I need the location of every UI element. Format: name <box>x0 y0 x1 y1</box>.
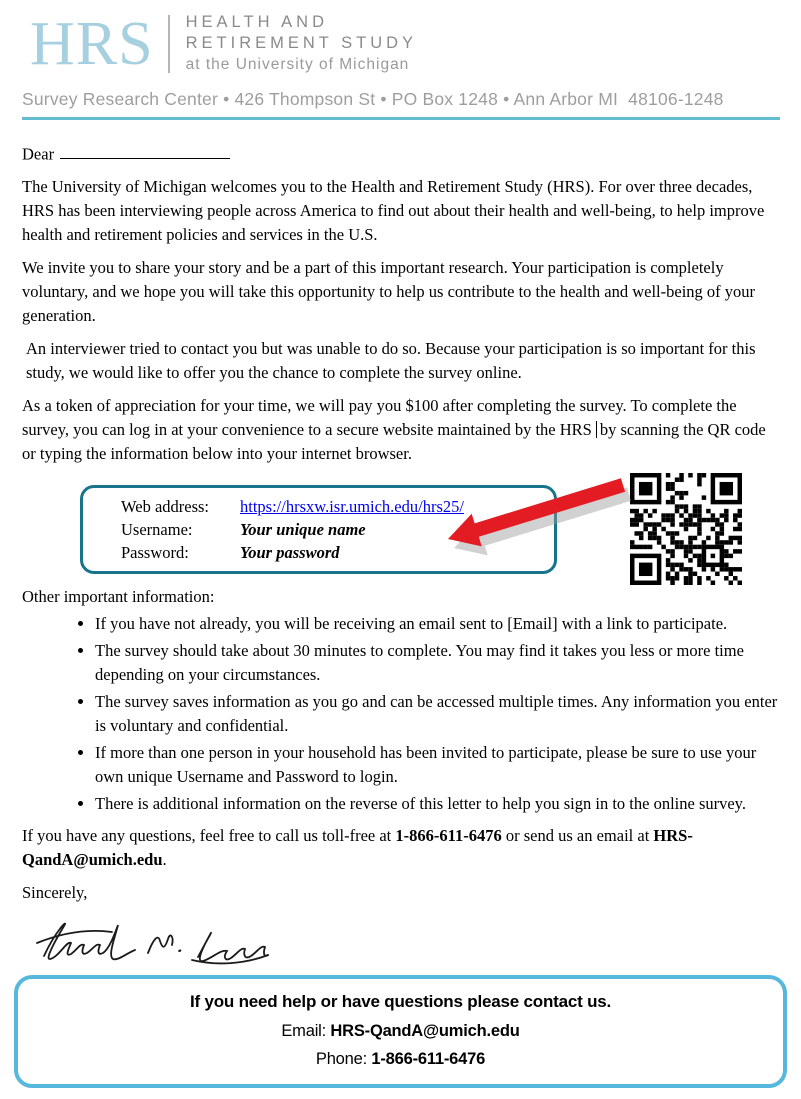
return-address: Survey Research Center • 426 Thompson St • PO Box 1248 • Ann Arbor MI 48106-1248 <box>22 89 724 109</box>
list-item: • If more than one person in your household has been invited to participate, please be sure to use your own unique Username and Password to login. <box>95 741 780 789</box>
list-item: • The survey saves information as you go and can be accessed multiple times. Any information you enter is voluntary and confidential. <box>95 690 780 738</box>
letterhead <box>0 0 801 120</box>
list-item: • The survey should take about 30 minutes to complete. You may find it takes you less or more time depending on your circumstances. <box>95 639 780 687</box>
toll-free-phone: 1-866-611-6476 <box>395 826 502 846</box>
org-name-line2: RETIREMENT STUDY <box>185 34 418 52</box>
list-item: • If you have not already, you will be receiving an email sent to [Email] with a link to participate. <box>95 612 780 636</box>
questions-text-mid: or send us an email at <box>501 826 654 846</box>
qr-code <box>630 473 742 585</box>
closing-sincerely: Sincerely, <box>22 883 88 903</box>
paragraph-interviewer: An interviewer tried to contact you but was unable to do so. Because your participation is so important for this study, we would like to offer you the chance to complete the survey online. <box>26 339 756 383</box>
questions-text-post: . <box>162 850 167 870</box>
paragraph-token-part2: by scanning the QR code or typing the information below into your internet browser. <box>22 420 766 464</box>
credentials-section <box>22 475 780 581</box>
contact-email: HRS-QandA@umich.edu <box>22 826 693 870</box>
username-label: Username: <box>121 520 193 540</box>
questions-text-pre: If you have any questions, feel free to call us toll-free at <box>22 826 396 846</box>
letter-body <box>0 120 801 1024</box>
paragraph-welcome: The University of Michigan welcomes you to the Health and Retirement Study (HRS). For over three decades, HRS has been interviewing people across America to find out about their health and well-being, to help improve health and retirement policies and services in the U.S. <box>22 177 765 245</box>
list-item: • There is additional information on the reverse of this letter to help you sign in to the online survey. <box>95 792 780 816</box>
paragraph-questions <box>22 824 780 872</box>
salutation-text: Dear <box>22 144 55 164</box>
password-value: Your password <box>240 543 340 563</box>
signature-image <box>32 914 272 970</box>
help-email-line <box>18 1022 783 1041</box>
help-email: HRS-QandA@umich.edu <box>330 1022 520 1040</box>
hrs-brand <box>30 9 780 78</box>
text-cursor-bar <box>596 421 597 438</box>
salutation <box>22 142 780 166</box>
paragraph-token-part1: As a token of appreciation for your time, we will pay you $100 after completing the survey. To complete the survey, you can log in at your convenience to a secure website maintained by the HRS <box>22 396 737 440</box>
help-phone: 1-866-611-6476 <box>371 1050 486 1068</box>
password-label: Password: <box>121 543 189 563</box>
org-name-line1: HEALTH AND <box>185 13 328 31</box>
org-name-block <box>186 12 417 75</box>
web-address-label: Web address: <box>121 497 210 517</box>
red-arrow-icon <box>443 477 635 559</box>
survey-url-link[interactable]: https://hrsxw.isr.umich.edu/hrs25/ <box>240 497 464 517</box>
help-phone-line <box>18 1050 783 1069</box>
brand-divider <box>168 15 170 73</box>
hrs-logo: HRS <box>30 9 154 78</box>
org-tagline: at the University of Michigan <box>185 56 410 73</box>
help-heading: If you need help or have questions please contact us. <box>189 992 612 1011</box>
contact-help-box <box>14 975 787 1088</box>
phone-label: Phone: <box>315 1050 372 1068</box>
username-value: Your unique name <box>240 520 366 540</box>
other-info-list <box>22 612 780 816</box>
paragraph-token <box>22 394 780 466</box>
recipient-name-blank <box>60 142 230 159</box>
paragraph-invite: We invite you to share your story and be a part of this important research. Your participation is completely voluntary, and we hope you will take this opportunity to help us contribute to the health and well-being of your generation. <box>22 258 756 326</box>
email-label: Email: <box>281 1022 331 1040</box>
other-info-heading: Other important information: <box>22 587 215 607</box>
